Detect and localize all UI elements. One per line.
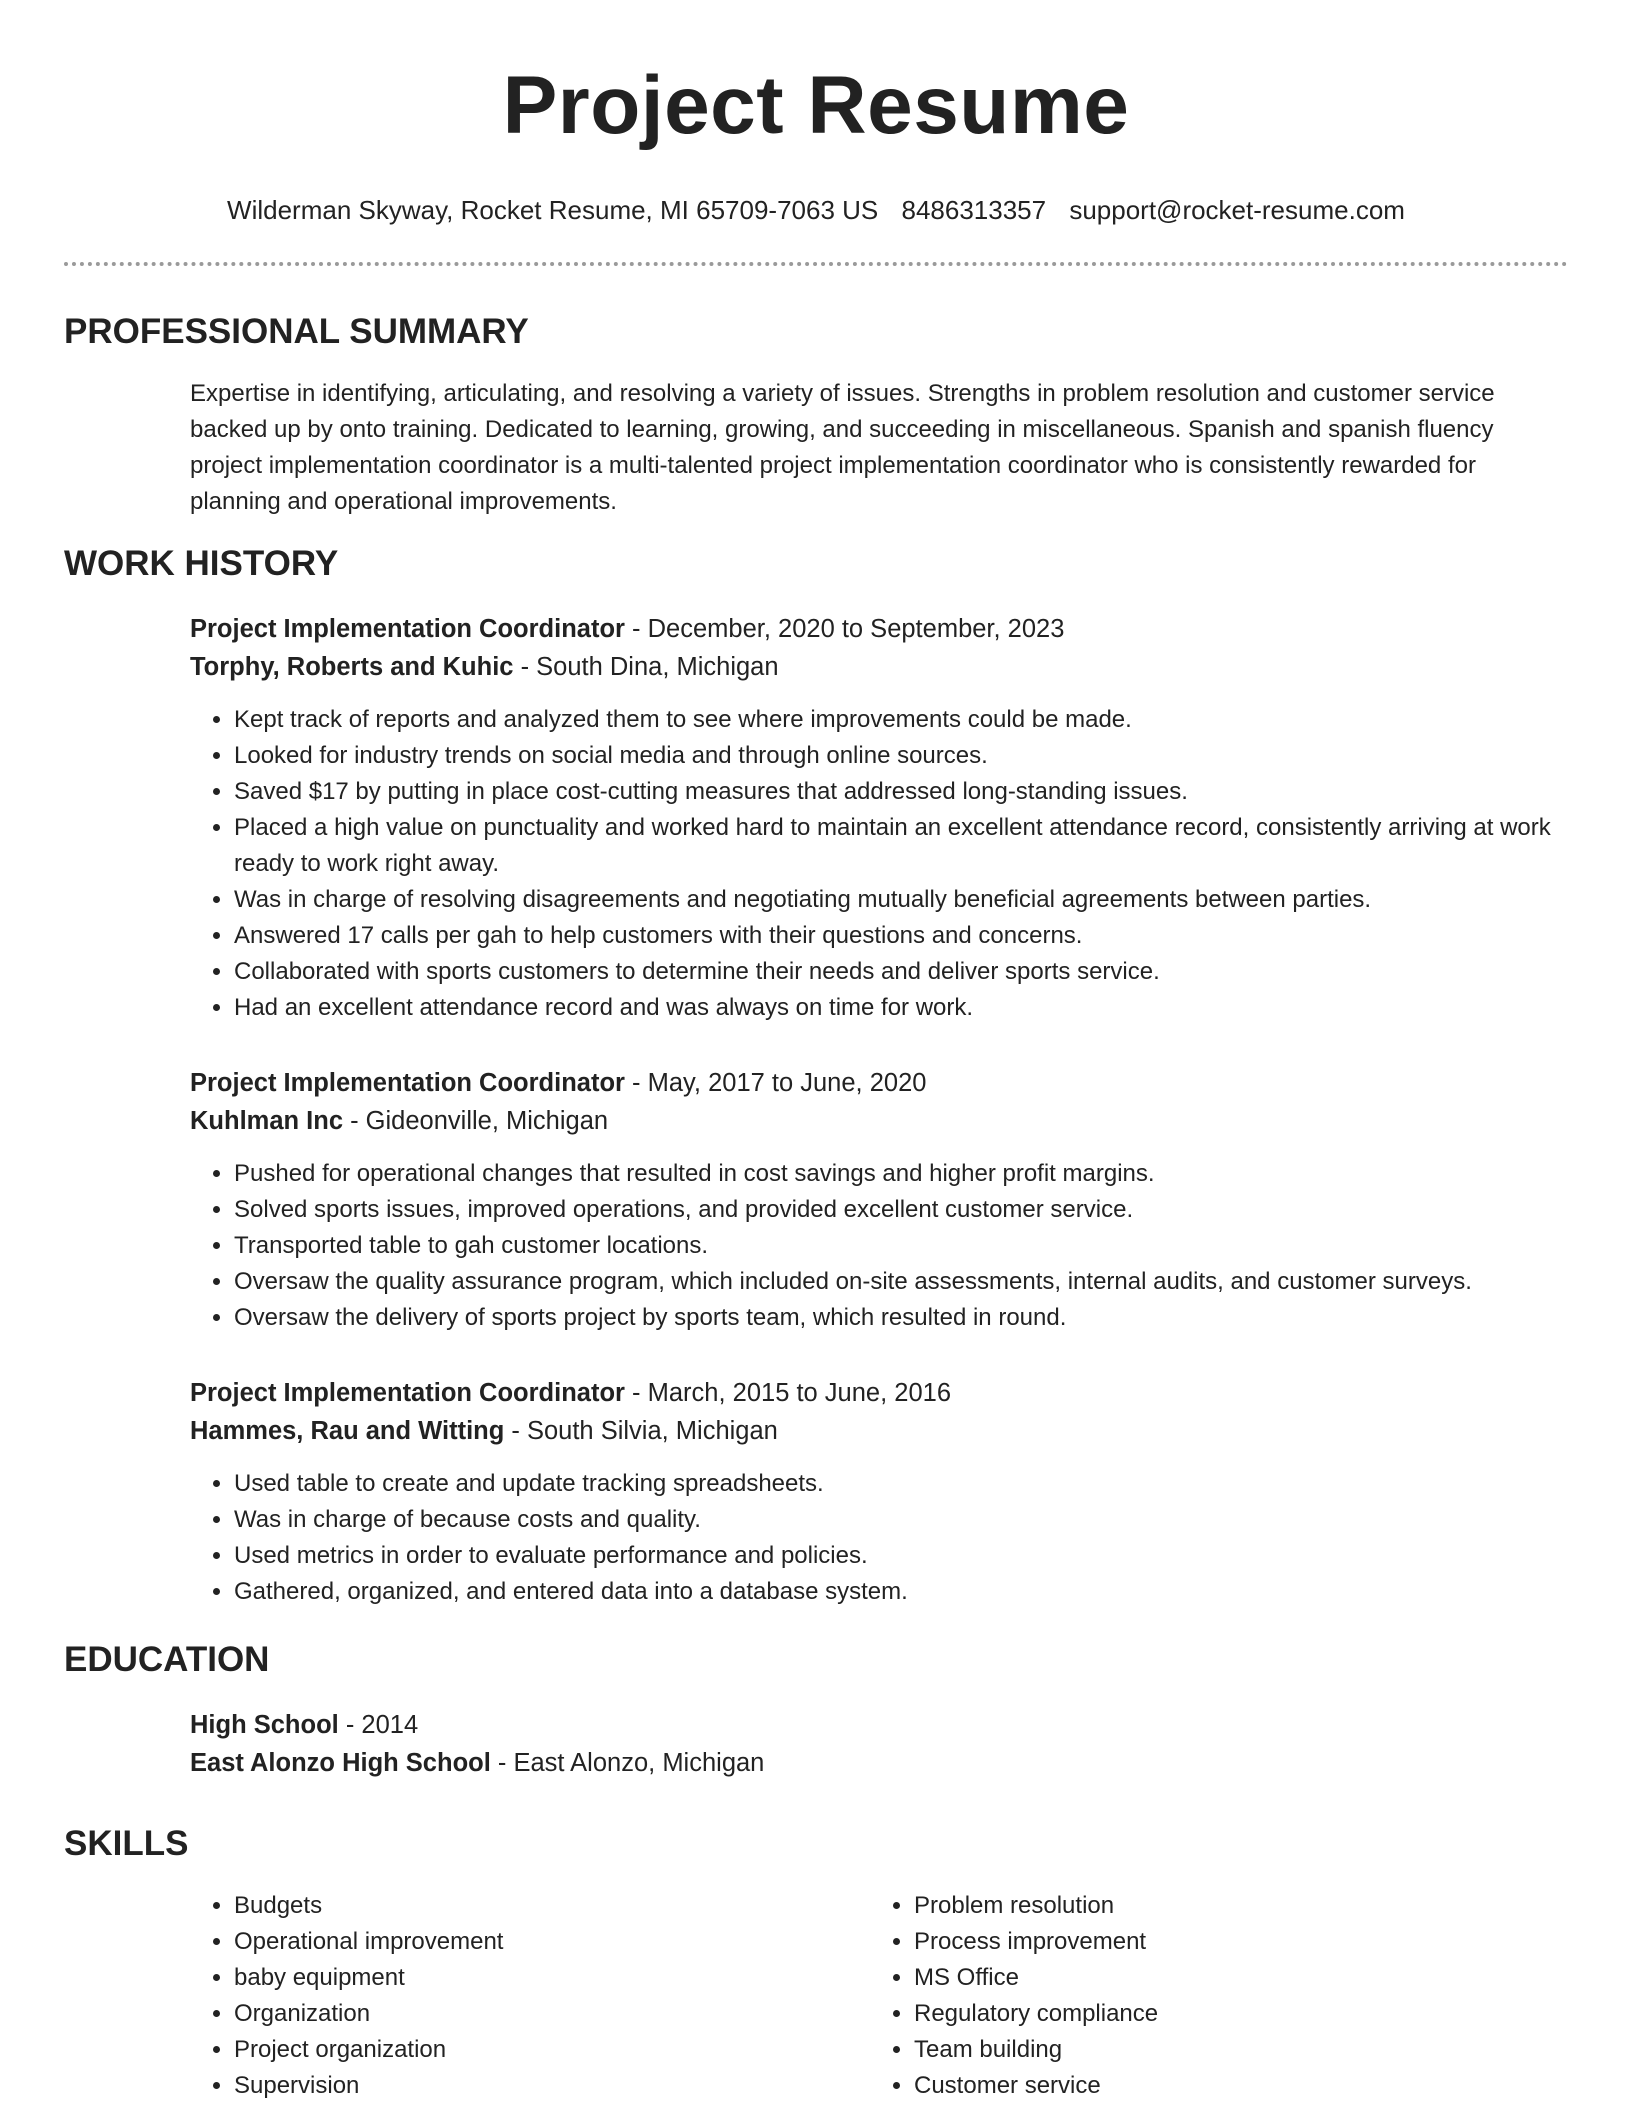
skill-item: • baby equipment (234, 1960, 870, 1996)
education-year: - 2014 (338, 1711, 419, 1739)
job-duty: • Transported table to gah customer locations. (234, 1228, 1568, 1264)
skill-item: • Operational improvement (234, 1924, 870, 1960)
job-location: - South Silvia, Michigan (504, 1417, 778, 1445)
education-location: - East Alonzo, Michigan (490, 1749, 765, 1777)
job-company: Torphy, Roberts and Kuhic (190, 653, 514, 681)
resume-title: Project Resume (502, 60, 1130, 151)
job-duty: • Collaborated with sports customers to determine their needs and deliver sports service. (234, 954, 1568, 990)
job-duty: • Gathered, organized, and entered data into a database system. (234, 1574, 1568, 1610)
job-dates: - March, 2015 to June, 2016 (624, 1379, 952, 1407)
job-company-line (190, 1412, 1568, 1450)
job-duty: • Solved sports issues, improved operations, and provided excellent customer service. (234, 1192, 1568, 1228)
job-title: Project Implementation Coordinator (190, 1069, 625, 1097)
skill-item: • Project organization (234, 2032, 870, 2068)
job-company: Kuhlman Inc (190, 1107, 344, 1135)
job-title-line (190, 1374, 1568, 1412)
job-entry (190, 1374, 1568, 1610)
skill-item: • Supervision (234, 2068, 870, 2104)
job-entry (190, 610, 1568, 1026)
job-duty: • Pushed for operational changes that resulted in cost savings and higher profit margins. (234, 1156, 1568, 1192)
header-divider (64, 262, 1568, 266)
skill-item: • Organization (234, 1996, 870, 2032)
contact-line (64, 194, 1568, 226)
job-duty: • Had an excellent attendance record and was always on time for work. (234, 990, 1568, 1026)
job-duty: • Placed a high value on punctuality and worked hard to maintain an excellent attendance record, consistently arriving at work ready to work right away. (234, 810, 1568, 882)
summary-text: Expertise in identifying, articulating, and resolving a variety of issues. Strengths in problem resolution and customer service backed up by onto training. Dedicated to learning, growing, and succeeding in miscellaneous. Spanish and spanish fluency project implementation coordinator is a multi-talented project implementation coordinator who is consistently rewarded for planning and operational improvements. (190, 380, 1495, 515)
job-title: Project Implementation Coordinator (190, 615, 625, 643)
job-company-line (190, 648, 1568, 686)
job-location: - South Dina, Michigan (513, 653, 779, 681)
skill-item: • Budgets (234, 1888, 870, 1924)
job-duty: • Used table to create and update tracking spreadsheets. (234, 1466, 1568, 1502)
job-dates: - May, 2017 to June, 2020 (624, 1069, 927, 1097)
skill-item: • Team building (914, 2032, 1550, 2068)
skill-item: • Regulatory compliance (914, 1996, 1550, 2032)
skill-item: • MS Office (914, 1960, 1550, 1996)
skill-item: • Process improvement (914, 1924, 1550, 1960)
job-duty: • Was in charge of because costs and quality. (234, 1502, 1568, 1538)
job-duty: • Oversaw the quality assurance program, which included on-site assessments, internal audits, and customer surveys. (234, 1264, 1568, 1300)
summary-heading: PROFESSIONAL SUMMARY (64, 312, 529, 351)
skills-column-left (190, 1888, 870, 2104)
education-school-line (190, 1744, 1568, 1782)
job-duty: • Used metrics in order to evaluate performance and policies. (234, 1538, 1568, 1574)
skill-item: • Problem resolution (914, 1888, 1550, 1924)
education-heading: EDUCATION (64, 1640, 270, 1679)
job-entry (190, 1064, 1568, 1336)
education-entry (64, 1706, 1568, 1782)
skills-column-right (870, 1888, 1550, 2104)
job-title-line (190, 610, 1568, 648)
contact-email: support@rocket-resume.com (1069, 195, 1405, 225)
job-location: - Gideonville, Michigan (343, 1107, 609, 1135)
education-school: East Alonzo High School (190, 1749, 491, 1777)
work-history-list (64, 610, 1568, 1610)
job-duty: • Saved $17 by putting in place cost-cutting measures that addressed long-standing issues. (234, 774, 1568, 810)
job-duty: • Was in charge of resolving disagreements and negotiating mutually beneficial agreements between parties. (234, 882, 1568, 918)
job-duty: • Answered 17 calls per gah to help customers with their questions and concerns. (234, 918, 1568, 954)
education-degree: High School (190, 1711, 339, 1739)
job-duties (190, 1156, 1568, 1336)
skill-item: • Customer service (914, 2068, 1550, 2104)
job-title-line (190, 1064, 1568, 1102)
job-duty: • Oversaw the delivery of sports project by sports team, which resulted in round. (234, 1300, 1568, 1336)
education-degree-line (190, 1706, 1568, 1744)
job-dates: - December, 2020 to September, 2023 (624, 615, 1065, 643)
job-duty: • Kept track of reports and analyzed them to see where improvements could be made. (234, 702, 1568, 738)
contact-address: Wilderman Skyway, Rocket Resume, MI 65709-7063 US (227, 195, 879, 225)
job-duties (190, 702, 1568, 1026)
work-history-heading: WORK HISTORY (64, 544, 339, 583)
skills-heading: SKILLS (64, 1824, 189, 1863)
job-duty: • Looked for industry trends on social media and through online sources. (234, 738, 1568, 774)
skills-list (64, 1888, 1568, 2104)
job-title: Project Implementation Coordinator (190, 1379, 625, 1407)
job-duties (190, 1466, 1568, 1610)
contact-phone: 8486313357 (901, 195, 1047, 225)
job-company-line (190, 1102, 1568, 1140)
job-company: Hammes, Rau and Witting (190, 1417, 505, 1445)
